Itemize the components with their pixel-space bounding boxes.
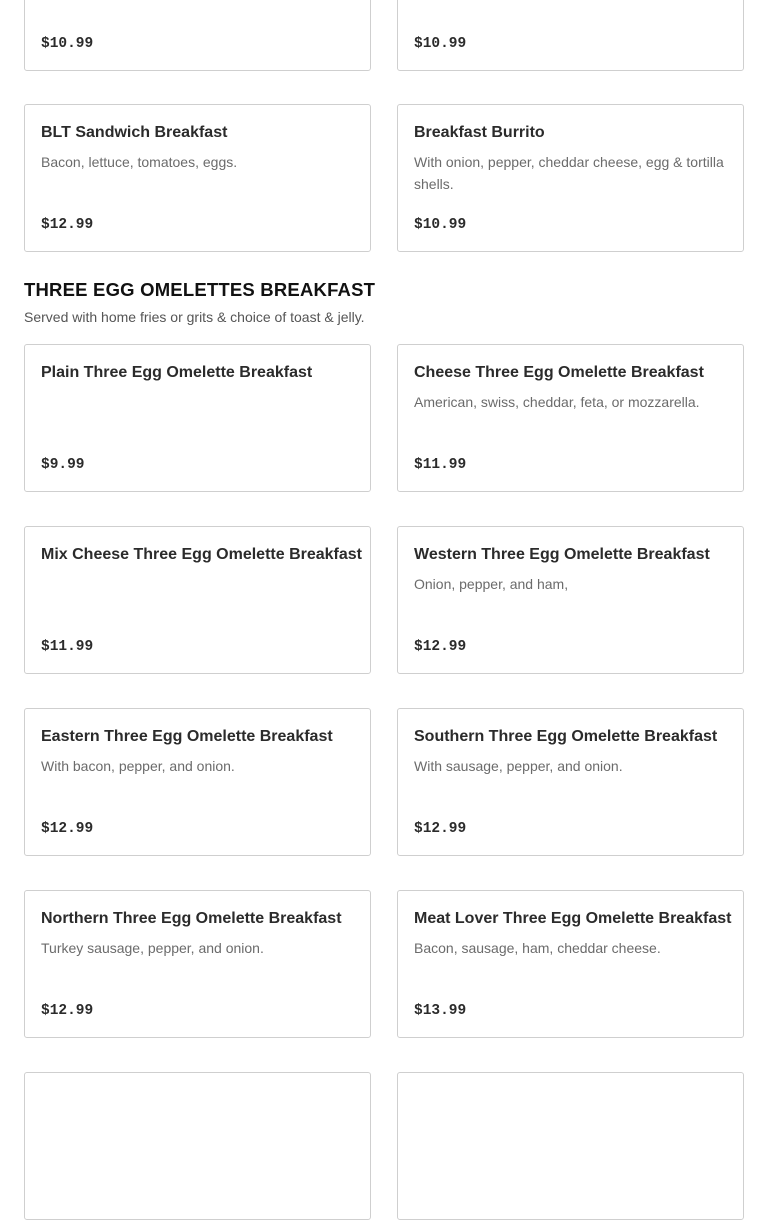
menu-item-card[interactable] [24, 890, 371, 1038]
menu-item-card[interactable] [397, 1072, 744, 1220]
menu-item-description: Bacon, lettuce, tomatoes, eggs. [41, 154, 238, 170]
menu-item-name: Western Three Egg Omelette Breakfast [414, 546, 710, 563]
menu-item-card[interactable] [397, 0, 744, 71]
menu-item-card[interactable] [24, 708, 371, 856]
menu-item-price: $9.99 [41, 457, 85, 473]
menu-item-name: BLT Sandwich Breakfast [41, 124, 228, 141]
menu-item-price: $12.99 [414, 821, 467, 837]
section-subtitle: Served with home fries or grits & choice of toast & jelly. [24, 309, 365, 325]
menu-item-card[interactable] [24, 526, 371, 674]
menu-item-name: Eastern Three Egg Omelette Breakfast [41, 728, 333, 745]
menu-item-price: $12.99 [41, 217, 94, 233]
menu-item-card[interactable] [24, 104, 371, 252]
menu-item-description: With onion, pepper, cheddar cheese, egg & tortilla shells. [414, 154, 724, 192]
section-title: THREE EGG OMELETTES BREAKFAST [24, 279, 376, 300]
menu-item-price: $11.99 [414, 457, 467, 473]
menu-item-description: American, swiss, cheddar, feta, or mozzarella. [414, 394, 700, 410]
menu-item-description: Turkey sausage, pepper, and onion. [41, 940, 264, 956]
menu-item-name: Cheese Three Egg Omelette Breakfast [414, 364, 704, 381]
menu-item-description: Bacon, sausage, ham, cheddar cheese. [414, 940, 661, 956]
menu-item-name: Northern Three Egg Omelette Breakfast [41, 910, 342, 927]
menu-item-card[interactable] [397, 104, 744, 252]
menu-item-card[interactable] [24, 1072, 371, 1220]
menu-item-card[interactable] [397, 890, 744, 1038]
menu-item-card[interactable] [397, 526, 744, 674]
menu-item-name: Breakfast Burrito [414, 124, 545, 141]
menu-item-price: $11.99 [41, 639, 94, 655]
menu-item-name: Southern Three Egg Omelette Breakfast [414, 728, 718, 745]
menu-item-description: Onion, pepper, and ham, [414, 576, 569, 592]
menu-item-name: Meat Lover Three Egg Omelette Breakfast [414, 910, 732, 927]
menu-item-price: $13.99 [414, 1003, 467, 1019]
menu-item-price: $10.99 [41, 36, 94, 52]
menu-item-name: Plain Three Egg Omelette Breakfast [41, 364, 313, 381]
menu-item-card[interactable] [397, 708, 744, 856]
menu-item-card[interactable] [24, 344, 371, 492]
menu-item-description: With bacon, pepper, and onion. [41, 758, 235, 774]
menu-item-price: $12.99 [41, 821, 94, 837]
menu-item-description: With sausage, pepper, and onion. [414, 758, 623, 774]
menu-item-name: Mix Cheese Three Egg Omelette Breakfast [41, 546, 363, 563]
menu-item-price: $12.99 [414, 639, 467, 655]
menu-item-price: $10.99 [414, 217, 467, 233]
menu-item-card[interactable] [397, 344, 744, 492]
menu-item-card[interactable] [24, 0, 371, 71]
menu-item-price: $10.99 [414, 36, 467, 52]
menu-item-price: $12.99 [41, 1003, 94, 1019]
